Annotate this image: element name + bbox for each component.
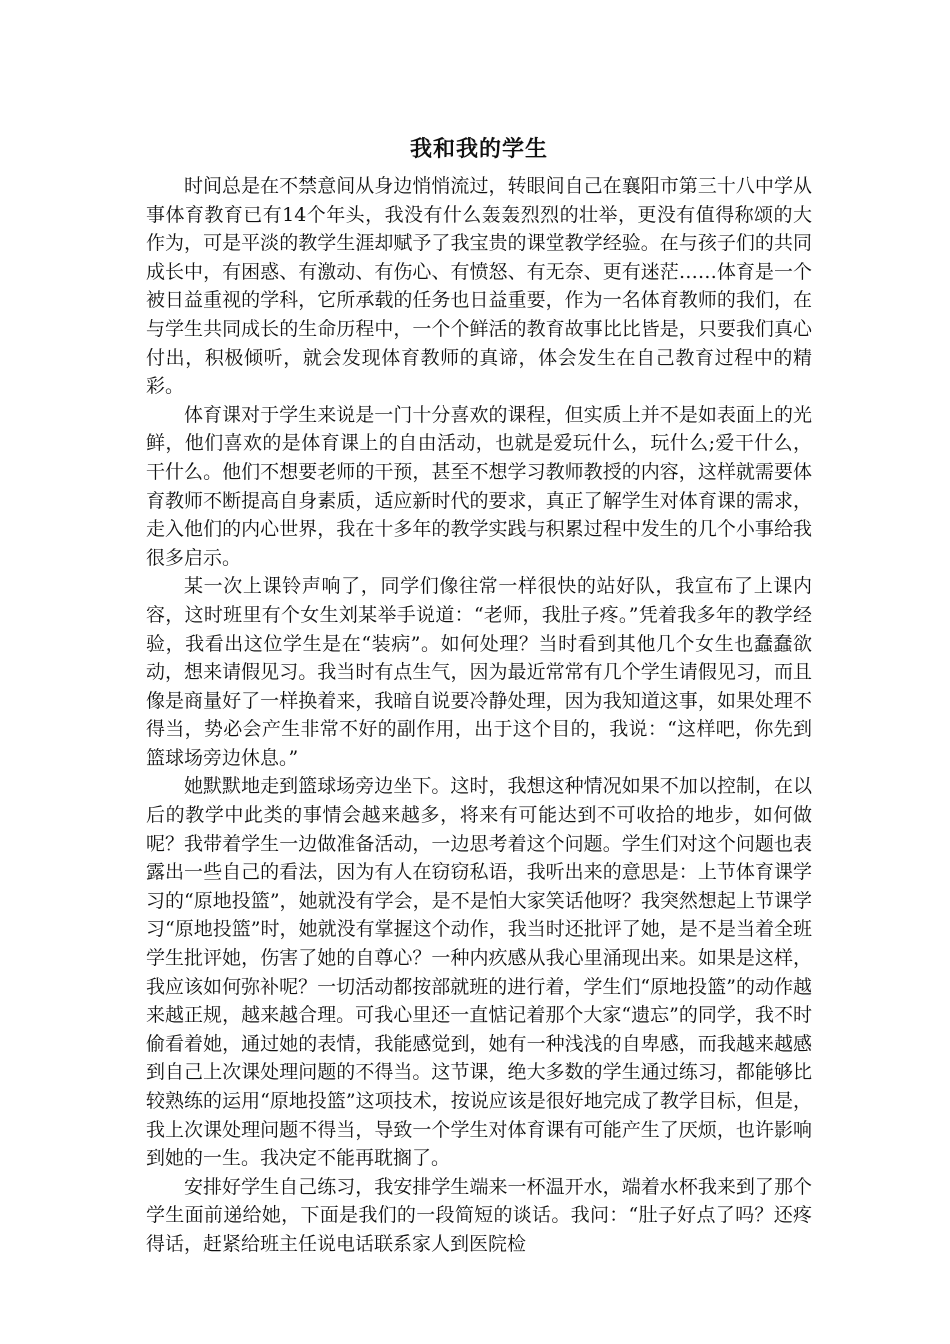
- paragraph-5: 安排好学生自己练习，我安排学生端来一杯温开水，端着水杯我来到了那个学生面前递给她，下面是我们的一段简短的谈话。我问：“肚子好点了吗？还疼得话，赶紧给班主任说电话联系家人到医院检: [146, 1175, 812, 1255]
- paragraph-4: 她默默地走到篮球场旁边坐下。这时，我想这种情况如果不加以控制，在以后的教学中此类的事情会越来越多，将来有可能达到不可收拾的地步，如何做呢？我带着学生一边做准备活动，一边思考着这个问题。学生们对这个问题也表露出一些自己的看法，因为有人在窃窃私语，我听出来的意思是：上节体育课学习的“原地投篮”，她就没有学会，是不是怕大家笑话他呀？我突然想起上节课学习“原地投篮”时，她就没有掌握这个动作，我当时还批评了她，是不是当着全班学生批评她，伤害了她的自尊心？一种内疚感从我心里涌现出来。如果是这样，我应该如何弥补呢？一切活动都按部就班的进行着，学生们“原地投篮”的动作越来越正规，越来越合理。可我心里还一直惦记着那个大家“遗忘”的同学，我不时偷看着她，通过她的表情，我能感觉到，她有一种浅浅的自卑感，而我越来越感到自己上次课处理问题的不得当。这节课，绝大多数的学生通过练习，都能够比较熟练的运用“原地投篮”这项技术，按说应该是很好地完成了教学目标，但是，我上次课处理问题不得当，导致一个学生对体育课有可能产生了厌烦，也许影响到她的一生。我决定不能再耽搁了。: [146, 775, 812, 1170]
- paragraph-2: 体育课对于学生来说是一门十分喜欢的课程，但实质上并不是如表面上的光鲜，他们喜欢的是体育课上的自由活动，也就是爱玩什么，玩什么;爱干什么，干什么。他们不想要老师的干预，甚至不想学习教师教授的内容，这样就需要体育教师不断提高自身素质，适应新时代的要求，真正了解学生对体育课的需求，走入他们的内心世界，我在十多年的教学实践与积累过程中发生的几个小事给我很多启示。: [146, 403, 812, 569]
- document-page: [146, 132, 812, 1259]
- document-title: 我和我的学生: [409, 136, 548, 162]
- paragraph-1: 时间总是在不禁意间从身边悄悄流过，转眼间自己在襄阳市第三十八中学从事体育教育已有14个年头，我没有什么轰轰烈烈的壮举，更没有值得称颂的大作为，可是平淡的教学生涯却赋予了我宝贵的课堂教学经验。在与孩子们的共同成长中，有困惑、有激动、有伤心、有愤怒、有无奈、更有迷茫……体育是一个被日益重视的学科，它所承载的任务也日益重要，作为一名体育教师的我们，在与学生共同成长的生命历程中，一个个鲜活的教育故事比比皆是，只要我们真心付出，积极倾听，就会发现体育教师的真谛，体会发生在自己教育过程中的精彩。: [146, 175, 812, 398]
- paragraph-3: 某一次上课铃声响了，同学们像往常一样很快的站好队，我宣布了上课内容，这时班里有个女生刘某举手说道：“老师，我肚子疼。”凭着我多年的教学经验，我看出这位学生是在“装病”。如何处理？当时看到其他几个女生也蠢蠢欲动，想来请假见习。我当时有点生气，因为最近常常有几个学生请假见习，而且像是商量好了一样换着来，我暗自说要冷静处理，因为我知道这事，如果处理不得当，势必会产生非常不好的副作用，出于这个目的，我说：“这样吧，你先到篮球场旁边休息。”: [146, 575, 812, 769]
